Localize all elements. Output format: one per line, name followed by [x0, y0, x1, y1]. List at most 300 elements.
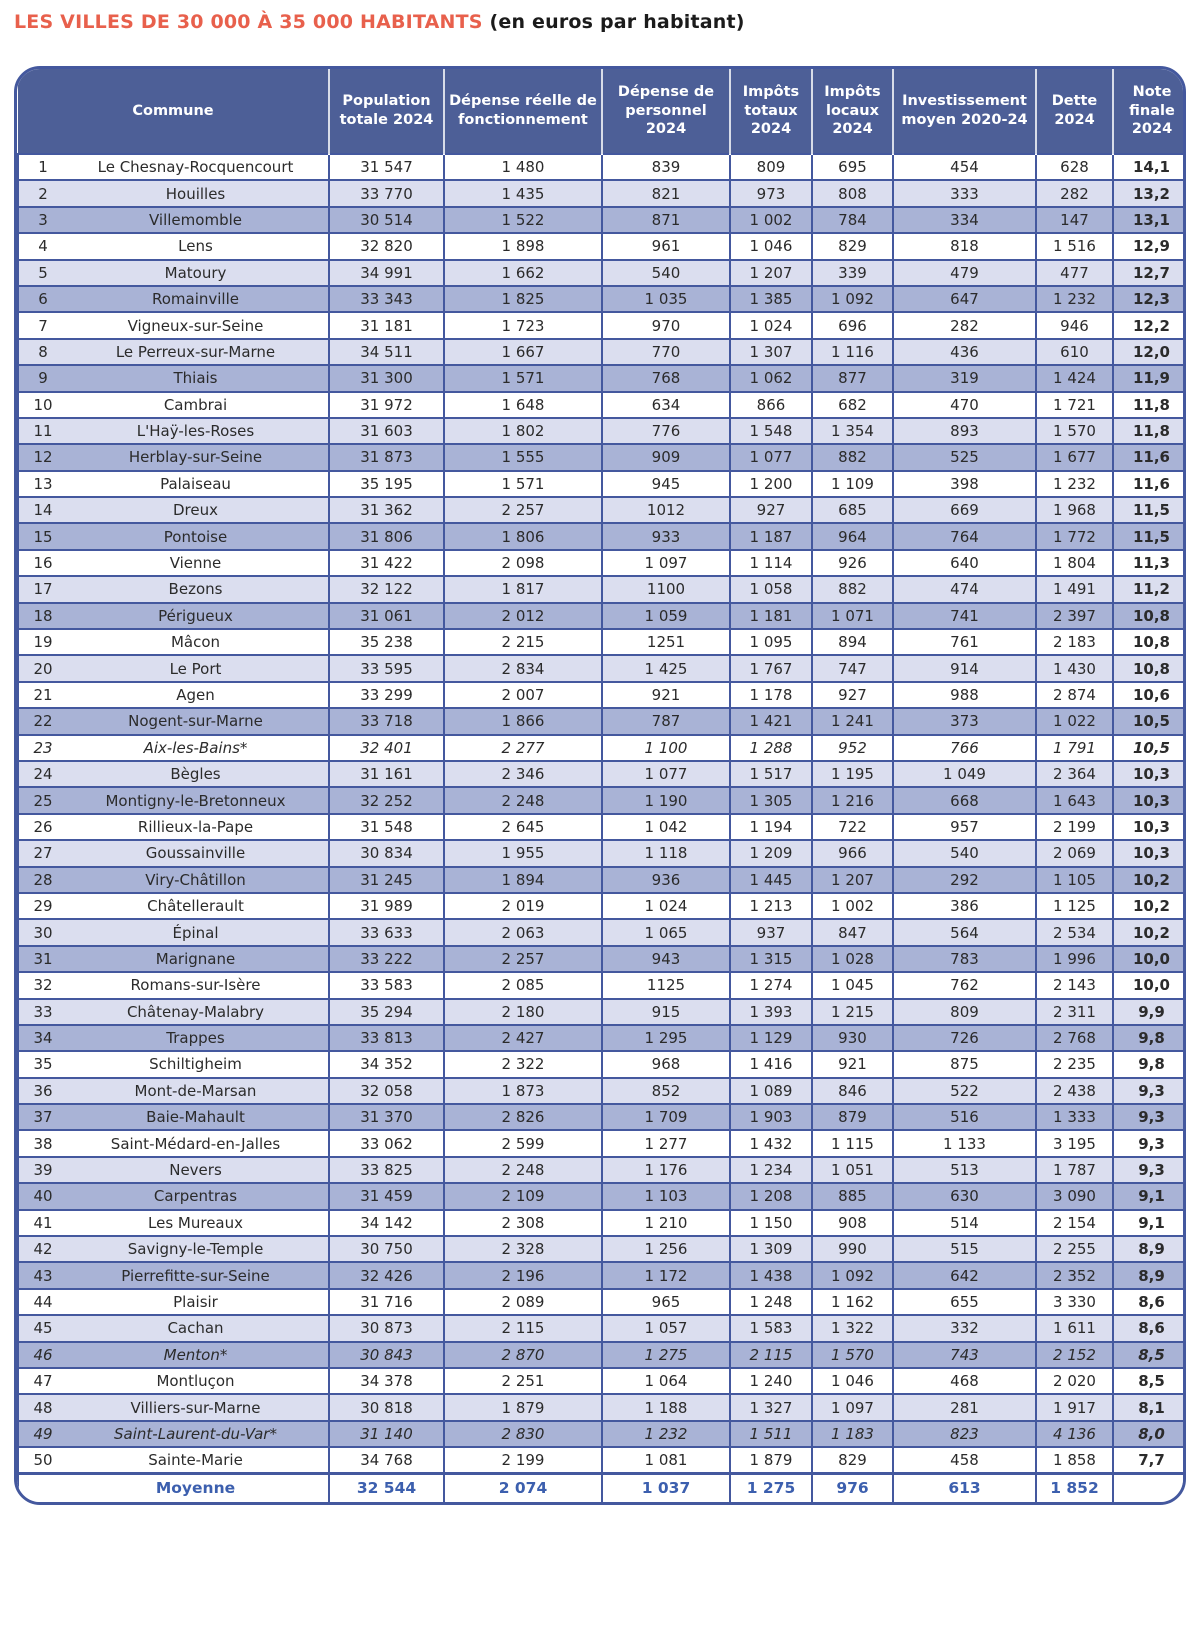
- commune-name: Nogent-sur-Marne: [128, 712, 263, 731]
- value-cell: 1 354: [812, 418, 893, 444]
- value-cell: 2 063: [444, 919, 602, 945]
- rank: 48: [33, 1398, 53, 1417]
- commune-name: Montigny-le-Bretonneux: [105, 791, 286, 810]
- value-cell: 1 894: [444, 867, 602, 893]
- value-cell: 818: [893, 233, 1036, 259]
- value-cell: 1100: [602, 576, 730, 602]
- value-cell: 32 401: [329, 735, 444, 761]
- value-cell: 2 012: [444, 603, 602, 629]
- commune-cell: [18, 312, 329, 338]
- rank: 26: [33, 817, 53, 836]
- value-cell: 2 645: [444, 814, 602, 840]
- value-cell: 668: [893, 787, 1036, 813]
- rank: 40: [33, 1187, 53, 1206]
- value-cell: 30 834: [329, 840, 444, 866]
- table-row: [18, 1078, 1186, 1104]
- value-cell: 1 183: [812, 1421, 893, 1447]
- value-cell: 2 438: [1036, 1078, 1113, 1104]
- value-cell: 32 122: [329, 576, 444, 602]
- value-cell: 1 677: [1036, 444, 1113, 470]
- value-cell: 30 514: [329, 207, 444, 233]
- header-row: [18, 69, 1186, 154]
- rank: 22: [33, 712, 53, 731]
- value-cell: 33 583: [329, 972, 444, 998]
- value-cell: 1 065: [602, 919, 730, 945]
- column-header: Population totale 2024: [329, 69, 444, 154]
- value-cell: 2 257: [444, 946, 602, 972]
- value-cell: 319: [893, 365, 1036, 391]
- table-row: [18, 550, 1186, 576]
- commune-cell: [18, 471, 329, 497]
- value-cell: 669: [893, 497, 1036, 523]
- table-row: [18, 392, 1186, 418]
- value-cell: 334: [893, 207, 1036, 233]
- rank: 28: [33, 870, 53, 889]
- value-cell: 514: [893, 1210, 1036, 1236]
- commune-name: Romans-sur-Isère: [130, 976, 261, 995]
- value-cell: 2 768: [1036, 1025, 1113, 1051]
- value-cell: 1 125: [1036, 893, 1113, 919]
- value-cell: 2 364: [1036, 761, 1113, 787]
- value-cell: 3 090: [1036, 1183, 1113, 1209]
- value-cell: 829: [812, 233, 893, 259]
- value-cell: 1 200: [730, 471, 812, 497]
- commune-cell: [18, 946, 329, 972]
- note-cell: 9,3: [1113, 1157, 1186, 1183]
- value-cell: 34 378: [329, 1368, 444, 1394]
- value-cell: 1 241: [812, 708, 893, 734]
- column-header: Impôts locaux 2024: [812, 69, 893, 154]
- value-cell: 764: [893, 523, 1036, 549]
- value-cell: 398: [893, 471, 1036, 497]
- value-cell: 1 517: [730, 761, 812, 787]
- value-cell: 926: [812, 550, 893, 576]
- note-cell: 8,9: [1113, 1262, 1186, 1288]
- value-cell: 1 105: [1036, 867, 1113, 893]
- value-cell: 1 248: [730, 1289, 812, 1315]
- value-cell: 809: [893, 999, 1036, 1025]
- commune-cell: [18, 1130, 329, 1156]
- value-cell: 952: [812, 735, 893, 761]
- footer-value: 32 544: [329, 1474, 444, 1502]
- commune-name: Baie-Mahault: [146, 1108, 245, 1127]
- rank: 5: [38, 263, 48, 282]
- value-cell: 35 238: [329, 629, 444, 655]
- value-cell: 1 438: [730, 1262, 812, 1288]
- value-cell: 1 866: [444, 708, 602, 734]
- value-cell: 1 791: [1036, 735, 1113, 761]
- value-cell: 1 288: [730, 735, 812, 761]
- value-cell: 2 085: [444, 972, 602, 998]
- rank: 46: [33, 1345, 53, 1364]
- table-row: [18, 893, 1186, 919]
- note-cell: 10,3: [1113, 761, 1186, 787]
- value-cell: 875: [893, 1051, 1036, 1077]
- rank: 27: [33, 844, 53, 863]
- table-row: [18, 946, 1186, 972]
- value-cell: 1 305: [730, 787, 812, 813]
- value-cell: 522: [893, 1078, 1036, 1104]
- value-cell: 640: [893, 550, 1036, 576]
- value-cell: 1 100: [602, 735, 730, 761]
- footer-label: Moyenne: [155, 1479, 236, 1498]
- note-cell: 10,5: [1113, 708, 1186, 734]
- value-cell: 1 188: [602, 1394, 730, 1420]
- value-cell: 1 035: [602, 286, 730, 312]
- rank: 39: [33, 1161, 53, 1180]
- table-row: [18, 497, 1186, 523]
- table-footer: [18, 1474, 1186, 1502]
- value-cell: 1 002: [730, 207, 812, 233]
- value-cell: 1 327: [730, 1394, 812, 1420]
- value-cell: 879: [812, 1104, 893, 1130]
- value-cell: 32 252: [329, 787, 444, 813]
- value-cell: 1 118: [602, 840, 730, 866]
- value-cell: 882: [812, 444, 893, 470]
- value-cell: 470: [893, 392, 1036, 418]
- value-cell: 1 116: [812, 339, 893, 365]
- rank: 17: [33, 580, 53, 599]
- commune-name: Menton*: [163, 1345, 228, 1364]
- value-cell: 1 435: [444, 180, 602, 206]
- commune-name: Pierrefitte-sur-Seine: [121, 1266, 270, 1285]
- commune-cell: [18, 1025, 329, 1051]
- value-cell: 973: [730, 180, 812, 206]
- value-cell: 31 989: [329, 893, 444, 919]
- value-cell: 784: [812, 207, 893, 233]
- value-cell: 386: [893, 893, 1036, 919]
- value-cell: 809: [730, 154, 812, 180]
- value-cell: 2 098: [444, 550, 602, 576]
- value-cell: 2 109: [444, 1183, 602, 1209]
- column-header: Dette 2024: [1036, 69, 1113, 154]
- rank: 14: [33, 501, 53, 520]
- table-row: [18, 1315, 1186, 1341]
- value-cell: 1 077: [730, 444, 812, 470]
- rank: 41: [33, 1213, 53, 1232]
- value-cell: 1251: [602, 629, 730, 655]
- commune-name: Matoury: [164, 263, 227, 282]
- note-cell: 11,6: [1113, 471, 1186, 497]
- value-cell: 1 092: [812, 1262, 893, 1288]
- value-cell: 2 830: [444, 1421, 602, 1447]
- value-cell: 682: [812, 392, 893, 418]
- commune-cell: [18, 576, 329, 602]
- commune-name: Le Chesnay-Rocquencourt: [97, 158, 294, 177]
- table-row: [18, 576, 1186, 602]
- commune-cell: [18, 286, 329, 312]
- commune-name: Palaiseau: [160, 474, 231, 493]
- commune-name: Villiers-sur-Marne: [130, 1398, 261, 1417]
- note-cell: 10,3: [1113, 787, 1186, 813]
- value-cell: 34 511: [329, 339, 444, 365]
- value-cell: 1 081: [602, 1447, 730, 1473]
- value-cell: 1 309: [730, 1236, 812, 1262]
- rank: 6: [38, 290, 48, 309]
- value-cell: 1 234: [730, 1157, 812, 1183]
- value-cell: 743: [893, 1342, 1036, 1368]
- value-cell: 1 480: [444, 154, 602, 180]
- rank: 34: [33, 1029, 53, 1048]
- commune-cell: [18, 603, 329, 629]
- commune-cell: [18, 999, 329, 1025]
- table-row: [18, 655, 1186, 681]
- footer-value: 1 852: [1036, 1474, 1113, 1502]
- value-cell: 2 599: [444, 1130, 602, 1156]
- value-cell: 339: [812, 260, 893, 286]
- table-row: [18, 365, 1186, 391]
- note-cell: 9,1: [1113, 1210, 1186, 1236]
- commune-name: Herblay-sur-Seine: [128, 448, 263, 467]
- note-cell: 9,3: [1113, 1130, 1186, 1156]
- value-cell: 2 199: [1036, 814, 1113, 840]
- table-row: [18, 339, 1186, 365]
- value-cell: 32 058: [329, 1078, 444, 1104]
- table-row: [18, 1262, 1186, 1288]
- value-cell: 741: [893, 603, 1036, 629]
- table-row: [18, 840, 1186, 866]
- value-cell: 1 955: [444, 840, 602, 866]
- value-cell: 1 898: [444, 233, 602, 259]
- value-cell: 33 595: [329, 655, 444, 681]
- value-cell: 2 322: [444, 1051, 602, 1077]
- rank: 36: [33, 1081, 53, 1100]
- table-row: [18, 629, 1186, 655]
- value-cell: 634: [602, 392, 730, 418]
- value-cell: 1 570: [1036, 418, 1113, 444]
- value-cell: 33 718: [329, 708, 444, 734]
- commune-name: Plaisir: [173, 1292, 218, 1311]
- table-row: [18, 1447, 1186, 1473]
- value-cell: 968: [602, 1051, 730, 1077]
- commune-cell: [18, 655, 329, 681]
- rank: 9: [38, 369, 48, 388]
- value-cell: 2 248: [444, 1157, 602, 1183]
- value-cell: 630: [893, 1183, 1036, 1209]
- value-cell: 33 222: [329, 946, 444, 972]
- value-cell: 1 114: [730, 550, 812, 576]
- value-cell: 927: [812, 682, 893, 708]
- commune-name: Saint-Médard-en-Jalles: [110, 1134, 281, 1153]
- commune-name: Épinal: [172, 923, 219, 942]
- table-row: [18, 444, 1186, 470]
- value-cell: 776: [602, 418, 730, 444]
- commune-cell: [18, 893, 329, 919]
- value-cell: 871: [602, 207, 730, 233]
- value-cell: 477: [1036, 260, 1113, 286]
- footer-note-cell: [1113, 1474, 1186, 1502]
- communes-table: [14, 66, 1186, 1505]
- commune-name: Rillieux-la-Pape: [137, 817, 254, 836]
- value-cell: 525: [893, 444, 1036, 470]
- table-row: [18, 814, 1186, 840]
- commune-name: Le Port: [169, 659, 222, 678]
- value-cell: 1 275: [602, 1342, 730, 1368]
- value-cell: 2 089: [444, 1289, 602, 1315]
- note-cell: 11,9: [1113, 365, 1186, 391]
- value-cell: 695: [812, 154, 893, 180]
- commune-cell: [18, 180, 329, 206]
- value-cell: 1 058: [730, 576, 812, 602]
- value-cell: 1125: [602, 972, 730, 998]
- rank: 50: [33, 1451, 53, 1470]
- commune-name: Les Mureaux: [148, 1213, 243, 1232]
- commune-cell: [18, 787, 329, 813]
- table-row: [18, 867, 1186, 893]
- value-cell: 1 002: [812, 893, 893, 919]
- commune-cell: [18, 761, 329, 787]
- value-cell: 821: [602, 180, 730, 206]
- value-cell: 1 721: [1036, 392, 1113, 418]
- value-cell: 1 195: [812, 761, 893, 787]
- value-cell: 34 352: [329, 1051, 444, 1077]
- value-cell: 921: [602, 682, 730, 708]
- table-row: [18, 233, 1186, 259]
- value-cell: 1 194: [730, 814, 812, 840]
- value-cell: 908: [812, 1210, 893, 1236]
- table-row: [18, 207, 1186, 233]
- rank: 19: [33, 633, 53, 652]
- commune-name: Villemomble: [149, 210, 242, 229]
- value-cell: 988: [893, 682, 1036, 708]
- commune-cell: [18, 1368, 329, 1394]
- value-cell: 1 307: [730, 339, 812, 365]
- table-row: [18, 1157, 1186, 1183]
- commune-cell: [18, 840, 329, 866]
- commune-name: Mont-de-Marsan: [134, 1081, 257, 1100]
- commune-name: Cachan: [167, 1319, 224, 1338]
- value-cell: 1 046: [730, 233, 812, 259]
- value-cell: 1 256: [602, 1236, 730, 1262]
- table-row: [18, 1025, 1186, 1051]
- value-cell: 1 611: [1036, 1315, 1113, 1341]
- column-header: Dépense de personnel 2024: [602, 69, 730, 154]
- value-cell: 1 209: [730, 840, 812, 866]
- value-cell: 1 767: [730, 655, 812, 681]
- value-cell: 885: [812, 1183, 893, 1209]
- table-row: [18, 1289, 1186, 1315]
- value-cell: 34 991: [329, 260, 444, 286]
- footer-value: 613: [893, 1474, 1036, 1502]
- value-cell: 1 207: [730, 260, 812, 286]
- commune-cell: [18, 1157, 329, 1183]
- value-cell: 1 232: [1036, 471, 1113, 497]
- value-cell: 454: [893, 154, 1036, 180]
- value-cell: 31 547: [329, 154, 444, 180]
- commune-cell: [18, 1342, 329, 1368]
- commune-cell: [18, 1236, 329, 1262]
- value-cell: 2 180: [444, 999, 602, 1025]
- commune-name: Goussainville: [145, 844, 246, 863]
- value-cell: 1 277: [602, 1130, 730, 1156]
- value-cell: 2 427: [444, 1025, 602, 1051]
- value-cell: 1 723: [444, 312, 602, 338]
- note-cell: 10,2: [1113, 867, 1186, 893]
- value-cell: 35 195: [329, 471, 444, 497]
- value-cell: 31 806: [329, 523, 444, 549]
- note-cell: 10,6: [1113, 682, 1186, 708]
- commune-cell: [18, 1051, 329, 1077]
- rank: 31: [33, 949, 53, 968]
- value-cell: 1 648: [444, 392, 602, 418]
- value-cell: 458: [893, 1447, 1036, 1473]
- value-cell: 1 445: [730, 867, 812, 893]
- commune-name: Le Perreux-sur-Marne: [115, 342, 276, 361]
- value-cell: 1 129: [730, 1025, 812, 1051]
- value-cell: 915: [602, 999, 730, 1025]
- commune-name: Lens: [178, 237, 213, 256]
- value-cell: 540: [893, 840, 1036, 866]
- value-cell: 31 181: [329, 312, 444, 338]
- value-cell: 2 007: [444, 682, 602, 708]
- note-cell: 12,9: [1113, 233, 1186, 259]
- value-cell: 31 422: [329, 550, 444, 576]
- value-cell: 1 903: [730, 1104, 812, 1130]
- value-cell: 3 195: [1036, 1130, 1113, 1156]
- note-cell: 8,0: [1113, 1421, 1186, 1447]
- commune-name: Pontoise: [163, 527, 228, 546]
- table-row: [18, 1368, 1186, 1394]
- value-cell: 1 162: [812, 1289, 893, 1315]
- value-cell: 1 071: [812, 603, 893, 629]
- value-cell: 33 299: [329, 682, 444, 708]
- value-cell: 516: [893, 1104, 1036, 1130]
- value-cell: 33 770: [329, 180, 444, 206]
- value-cell: 1 421: [730, 708, 812, 734]
- value-cell: 930: [812, 1025, 893, 1051]
- note-cell: 11,5: [1113, 523, 1186, 549]
- value-cell: 1 109: [812, 471, 893, 497]
- column-header: Dépense réelle de fonctionnement: [444, 69, 602, 154]
- commune-name: Aix-les-Bains*: [143, 738, 248, 757]
- value-cell: 2 154: [1036, 1210, 1113, 1236]
- value-cell: 966: [812, 840, 893, 866]
- value-cell: 31 140: [329, 1421, 444, 1447]
- value-cell: 1 028: [812, 946, 893, 972]
- rank: 8: [38, 342, 48, 361]
- value-cell: 2 199: [444, 1447, 602, 1473]
- value-cell: 1 917: [1036, 1394, 1113, 1420]
- rank: 32: [33, 976, 53, 995]
- value-cell: 2 397: [1036, 603, 1113, 629]
- value-cell: 1 322: [812, 1315, 893, 1341]
- commune-name: Saint-Laurent-du-Var*: [114, 1424, 277, 1443]
- note-cell: 8,5: [1113, 1368, 1186, 1394]
- value-cell: 2 328: [444, 1236, 602, 1262]
- note-cell: 12,3: [1113, 286, 1186, 312]
- value-cell: 2 257: [444, 497, 602, 523]
- value-cell: 2 019: [444, 893, 602, 919]
- value-cell: 909: [602, 444, 730, 470]
- table-row: [18, 418, 1186, 444]
- value-cell: 1 042: [602, 814, 730, 840]
- value-cell: 852: [602, 1078, 730, 1104]
- table-row: [18, 1104, 1186, 1130]
- value-cell: 33 813: [329, 1025, 444, 1051]
- value-cell: 540: [602, 260, 730, 286]
- value-cell: 2 352: [1036, 1262, 1113, 1288]
- value-cell: 1 772: [1036, 523, 1113, 549]
- value-cell: 30 818: [329, 1394, 444, 1420]
- value-cell: 1 187: [730, 523, 812, 549]
- value-cell: 1 024: [730, 312, 812, 338]
- value-cell: 1 045: [812, 972, 893, 998]
- table-row: [18, 1421, 1186, 1447]
- value-cell: 513: [893, 1157, 1036, 1183]
- value-cell: 893: [893, 418, 1036, 444]
- rank: 12: [33, 448, 53, 467]
- commune-cell: [18, 1394, 329, 1420]
